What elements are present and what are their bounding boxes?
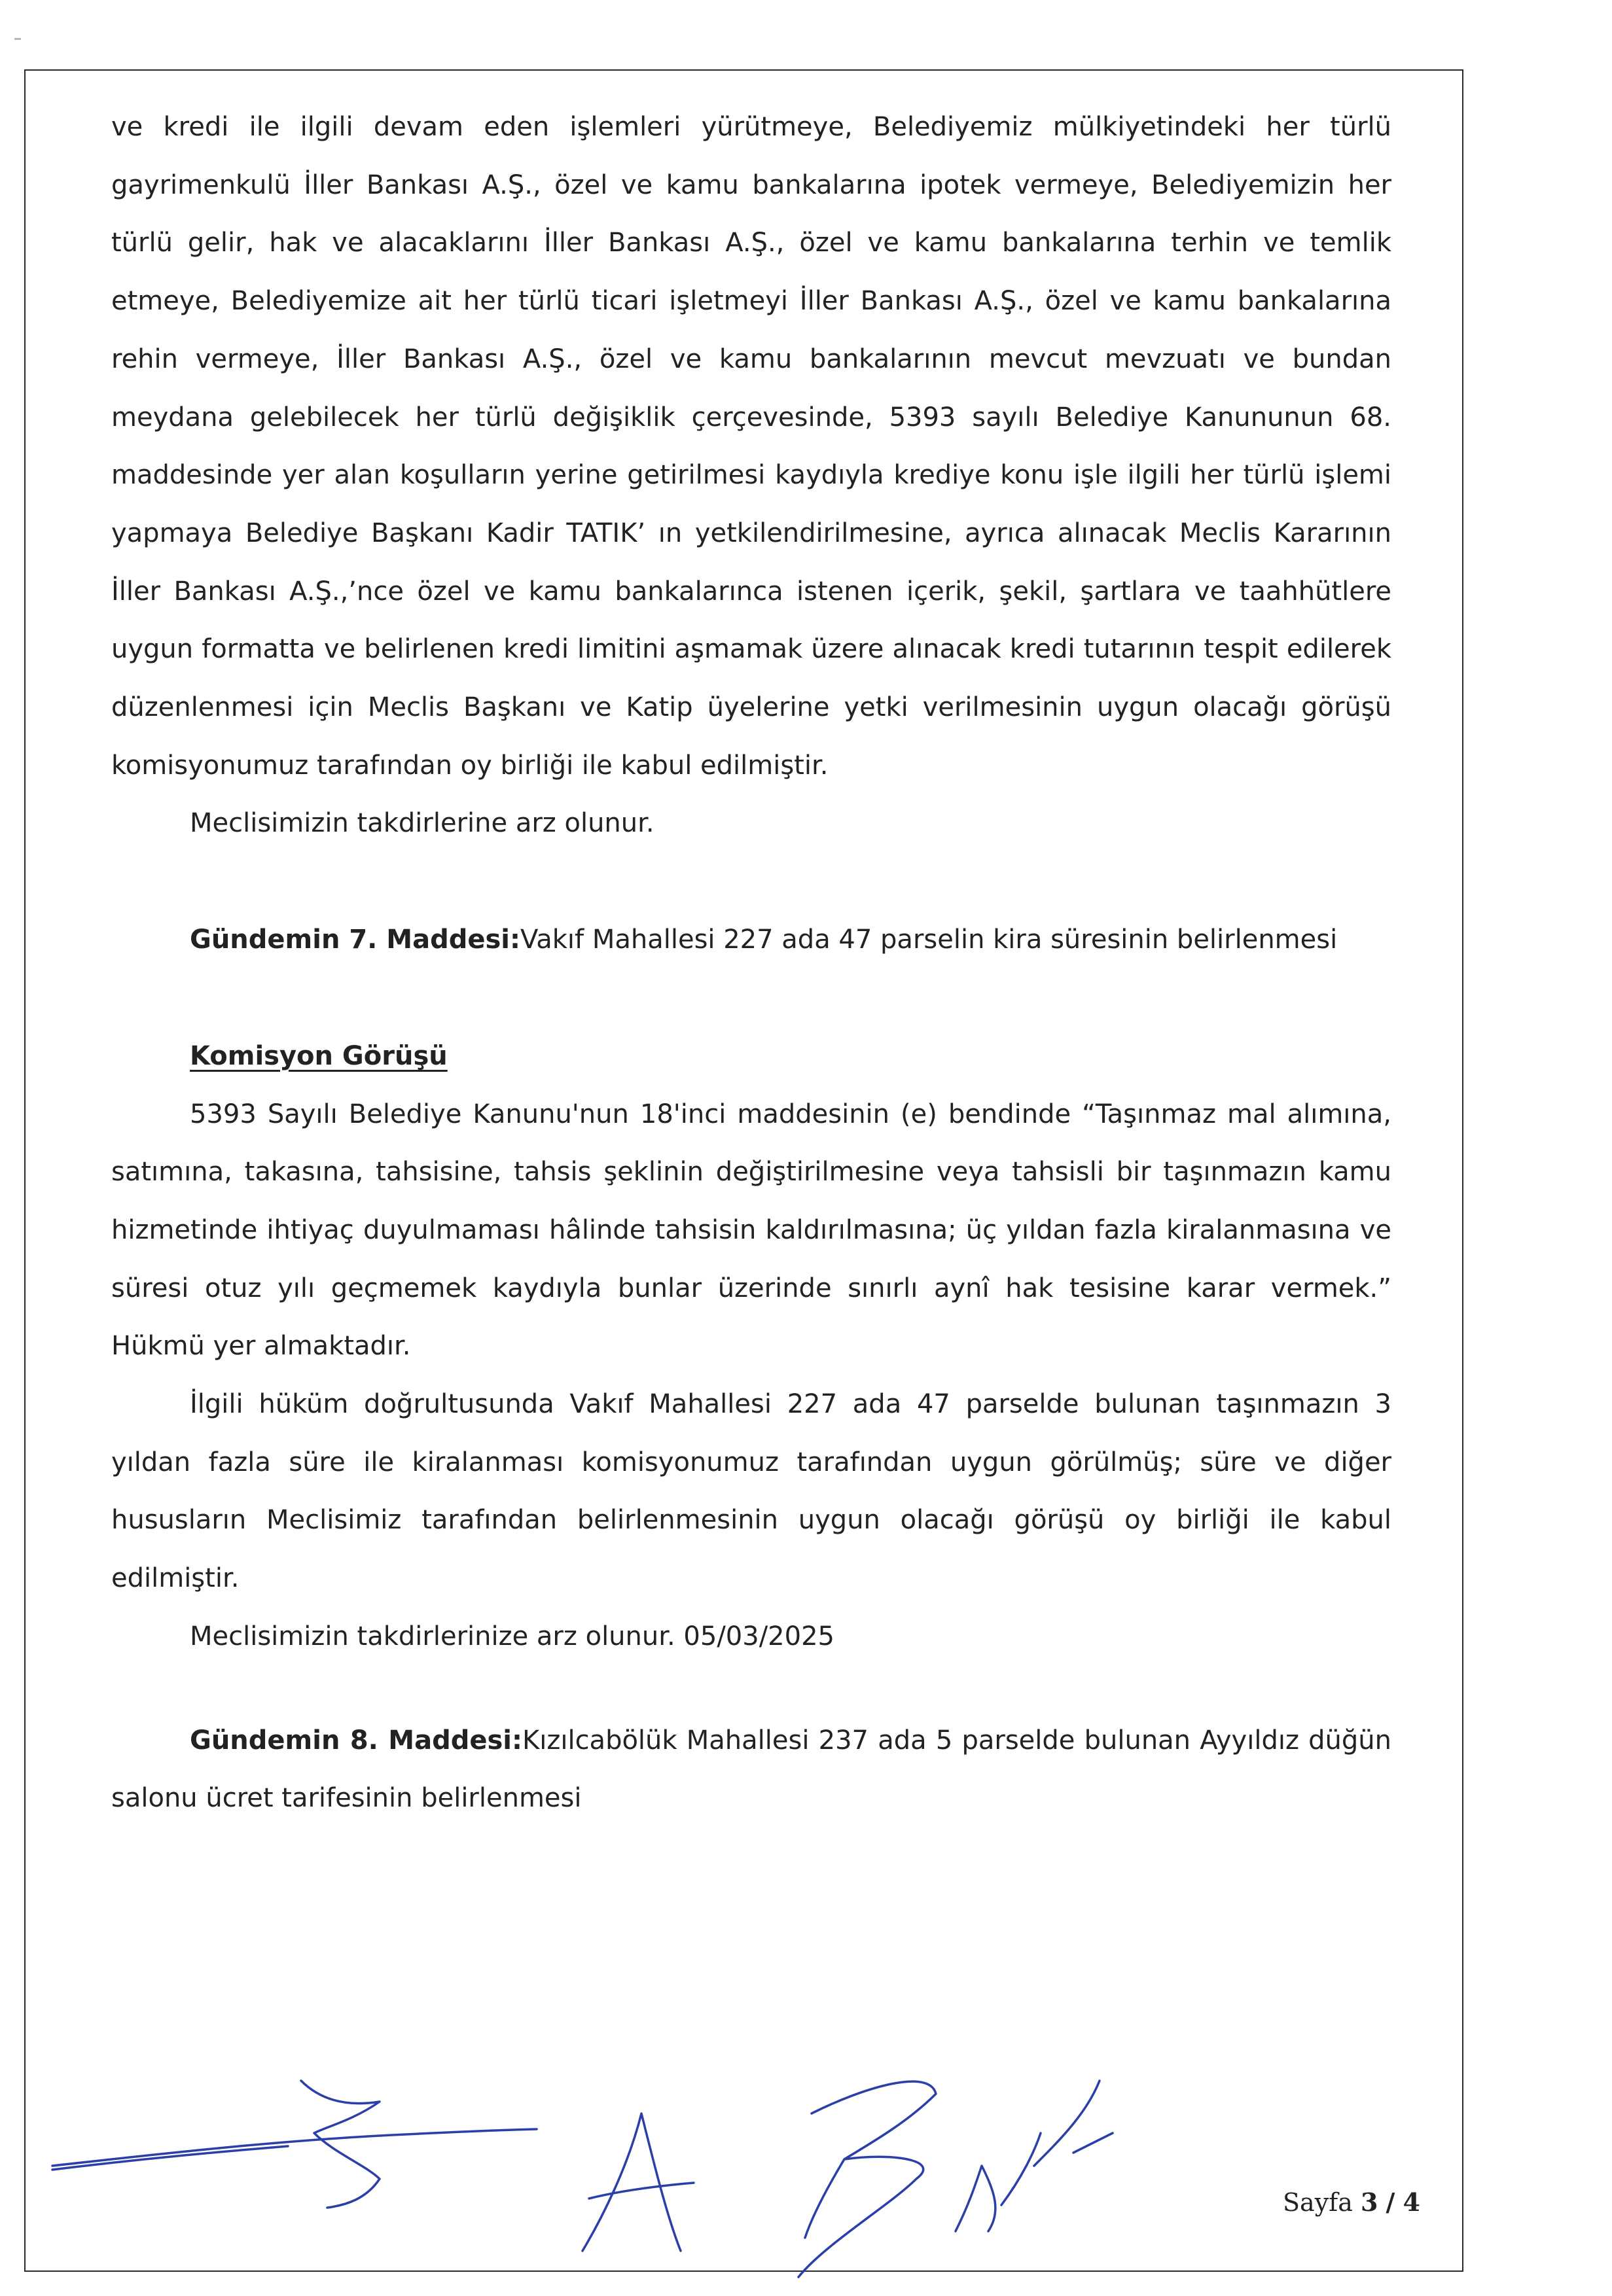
signature-2 [582, 2113, 694, 2251]
page-label: Sayfa [1283, 2188, 1353, 2217]
paragraph-submission-1: Meclisimizin takdirlerine arz olunur. [190, 808, 654, 839]
page-number [1283, 2187, 1433, 2217]
commission-opinion-heading: Komisyon Görüşü [190, 1040, 448, 1071]
spacer [111, 1666, 1391, 1712]
spacer [111, 853, 1391, 911]
page-current: 3 [1360, 2187, 1378, 2217]
signature-1 [52, 2081, 537, 2208]
signature-3 [798, 2081, 1113, 2277]
signatures [39, 2061, 1152, 2296]
scan-artifact [14, 38, 21, 40]
agenda-item-7-heading: Gündemin 7. Maddesi: [190, 925, 520, 955]
commission-opinion-heading-line [111, 1027, 1391, 1086]
agenda-item-8-text: Kızılcabölük Mahallesi 237 ada 5 parselde bulunan Ayyıldız düğün salonu ücret tarifesinin belirlenmesi [111, 1725, 1392, 1814]
document-body [111, 98, 1391, 1828]
agenda-item-8-heading: Gündemin 8. Maddesi: [190, 1725, 522, 1756]
page-total: 4 [1403, 2187, 1420, 2217]
agenda-item-7 [111, 911, 1391, 969]
paragraph-law-reference: 5393 Sayılı Belediye Kanunu'nun 18'inci maddesinin (e) bendinde “Taşınmaz mal alımına, satımına, takasına, tahsisine, tahsis şeklinin değiştirilmesine veya tahsisli bir taşınmazın kamu hizmetinde ihtiyaç duyulmaması hâlinde tahsisin kaldırılmasına; üç yıldan fazla kiralanmasına ve süresi otuz yılı geçmemek kaydıyla bunlar üzerinde sınırlı aynî hak tesisine karar vermek.” Hükmü yer almaktadır. [111, 1099, 1391, 1362]
page-separator: / [1386, 2187, 1395, 2217]
spacer [111, 969, 1391, 1027]
paragraph-credit-authorization: ve kredi ile ilgili devam eden işlemleri yürütmeye, Belediyemiz mülkiyetindeki her türlü gayrimenkulü İller Bankası A.Ş., özel ve kamu bankalarına ipotek vermeye, Belediyemizin her türlü gelir, hak ve alacaklarını İller Bankası A.Ş., özel ve kamu bankalarına terhin ve temlik etmeye, Belediyemize ait her türlü ticari işletmeyi İller Bankası A.Ş., özel ve kamu bankalarına rehin vermeye, İller Bankası A.Ş., özel ve kamu bankalarının mevcut mevzuatı ve bundan meydana gelebilecek her türlü değişiklik çerçevesinde, 5393 sayılı Belediye Kanununun 68. maddesinde yer alan koşulların yerine getirilmesi kaydıyla krediye konu işle ilgili her türlü işlemi yapmaya Belediye Başkanı Kadir TATIK’ ın yetkilendirilmesine, ayrıca alınacak Meclis Kararının İller Bankası A.Ş.,’nce özel ve kamu bankalarınca istenen içerik, şekil, şartlara ve taahhütlere uygun formatta ve belirlenen kredi limitini aşmamak üzere alınacak kredi tutarının tespit edilerek düzenlenmesi için Meclis Başkanı ve Katip üyelerine yetki verilmesinin uygun olacağı görüşü komisyonumuz tarafından oy birliği ile kabul edilmiştir. [111, 112, 1391, 781]
agenda-item-7-text: Vakıf Mahallesi 227 ada 47 parselin kira süresinin belirlenmesi [520, 925, 1338, 955]
agenda-item-8 [111, 1712, 1391, 1828]
paragraph-commission-decision: İlgili hüküm doğrultusunda Vakıf Mahallesi 227 ada 47 parselde bulunan taşınmazın 3 yıldan fazla süre ile kiralanması komisyonumuz tarafından uygun görülmüş; süre ve diğer hususların Meclisimiz tarafından belirlenmesinin uygun olacağı görüşü oy birliği ile kabul edilmiştir. [111, 1389, 1391, 1594]
paragraph-submission-2: Meclisimizin takdirlerinize arz olunur. 05/03/2025 [190, 1621, 834, 1651]
